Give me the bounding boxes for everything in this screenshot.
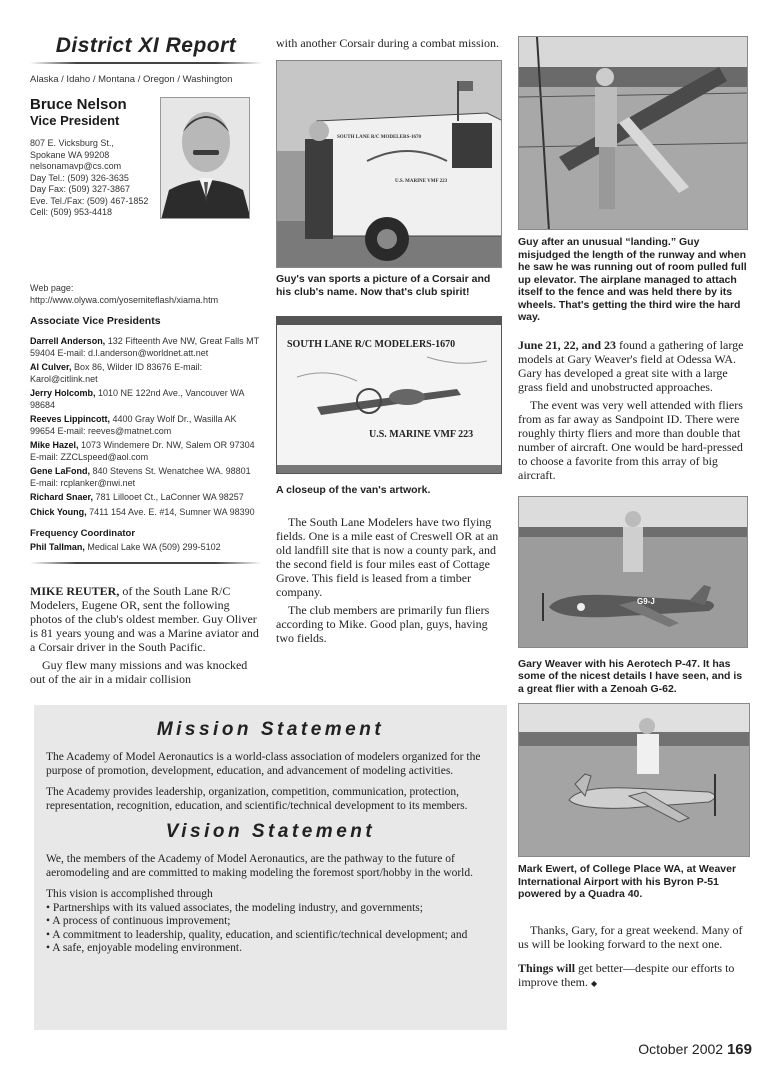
associate-name: Darrell Anderson, (30, 336, 106, 346)
web-label: Web page: (30, 283, 74, 293)
photo-caption: Guy's van sports a picture of a Corsair and his club's name. Now that's club spirit! (276, 273, 491, 298)
frequency-coordinator-heading: Frequency Coordinator (30, 528, 136, 539)
associate-name: Al Culver, (30, 362, 72, 372)
article-paragraph: Thanks, Gary, for a great weekend. Many of us will be looking forward to the next one. (518, 922, 743, 951)
vp-day-tel: Day Tel.: (509) 326-3635 (30, 172, 129, 183)
right-closing (518, 923, 750, 991)
coordinator-info: Medical Lake WA (509) 299-5102 (84, 542, 221, 552)
associate-entry (30, 388, 262, 411)
van-sign-text: U.S. MARINE VMF 223 (369, 429, 474, 440)
associate-entry (30, 362, 262, 385)
photo-caption: Mark Ewert, of College Place WA, at Weaver International Airport with his Byron P-51 powered by a Quadra 40. (518, 863, 737, 900)
van-sign-text: U.S. MARINE VMF 223 (395, 179, 448, 184)
p47-photo (518, 496, 748, 648)
article-text: found a gathering of large models at Gary Weaver's field at Odessa WA. Gary has developed a great site with a large grass field and unobstructed approaches. (518, 337, 744, 394)
associate-info: Box 86, Wilder ID 83676 E-mail: Karol@citlink.net (30, 362, 203, 384)
associate-name: Richard Snaer, (30, 492, 94, 502)
article-paragraph: Guy flew many missions and was knocked out of the air in a midair collision (30, 657, 248, 686)
section-divider (30, 562, 262, 564)
associate-entry (30, 492, 262, 504)
p51-photo (518, 703, 750, 857)
vp-block (30, 97, 262, 275)
article-paragraph: The club members are primarily fun fliers according to Mike. Good plan, guys, having two fields. (276, 602, 490, 645)
associates-heading: Associate Vice Presidents (30, 315, 161, 327)
plane-marking: G9-J (637, 596, 655, 606)
associate-name: Chick Young, (30, 506, 87, 517)
vp-address-line: 807 E. Vicksburg St., (30, 138, 114, 148)
article-paragraph (518, 961, 750, 991)
vp-email[interactable]: nelsonamavp@cs.com (30, 161, 122, 171)
associate-name: Mike Hazel, (30, 440, 79, 450)
mission-vision-box (34, 705, 507, 1030)
associate-name: Reeves Lippincott, (30, 414, 111, 424)
states-list: Alaska / Idaho / Montana / Oregon / Washington (30, 74, 233, 85)
page-number: 169 (726, 1041, 752, 1058)
article-paragraph: The South Lane Modelers have two flying fields. One is a mile east of Creswell OR at an old landfill site that is now a county park, and the second field is four miles east of Cottage Grove. This field is leased from a timber company. (276, 514, 499, 599)
vp-address-line: Spokane WA 99208 (30, 149, 110, 160)
vp-portrait-photo (160, 97, 250, 219)
associate-info: 7411 154 Ave. E. #14, Sumner WA 98390 (86, 506, 255, 517)
vision-bullets (46, 902, 495, 956)
van-sign-text: SOUTH LANE R/C MODELERS-1670 (287, 339, 456, 350)
article-paragraph: The event was very well attended with fliers from as far away as Sandpoint ID. There were roughly thirty fliers and more than double that number of aircraft. One would be hard-pressed to choose a favorite from this array of big aircraft. (518, 397, 743, 482)
coordinator-name: Phil Tallman, (30, 542, 85, 552)
issue-date: October 2002 (638, 1041, 724, 1057)
photo-caption: Gary Weaver with his Aerotech P-47. It has some of the nicest details I have seen, and is a great flier with a Zenoah G-62. (518, 657, 743, 695)
van-photo (276, 60, 502, 268)
middle-column (276, 36, 504, 649)
associate-info: 1010 NE 122nd Ave., Vancouver WA 98684 (30, 388, 244, 410)
mid-intro (276, 36, 504, 50)
page-footer (638, 1041, 752, 1058)
web-url-link[interactable]: http://www.olywa.com/yosemiteflash/xiama.htm (30, 294, 219, 305)
report-title: District XI Report (55, 34, 237, 57)
article-paragraph (30, 584, 262, 654)
associate-entry (30, 440, 262, 463)
associate-info: 4400 Gray Wolf Dr., Wasilla AK 99654 E-mail: reeves@matnet.com (30, 414, 237, 436)
end-mark-icon: ◆ (590, 978, 598, 988)
associate-entry (30, 507, 262, 519)
left-article (30, 584, 262, 686)
fence-landing-photo (518, 36, 748, 230)
associate-name: Jerry Holcomb, (30, 388, 96, 398)
vp-title: Vice President (30, 113, 120, 128)
photo-caption: A closeup of the van's artwork. (276, 484, 431, 496)
mission-paragraph: The Academy provides leadership, organization, competition, communication, protection, representation, recognition, education, and scientific/technical development to its members. (46, 786, 468, 812)
web-page (30, 283, 262, 306)
associate-info: 781 Lillooet Ct., LaConner WA 98257 (93, 492, 244, 502)
vision-bullet: • A safe, enjoyable modeling environment. (46, 942, 495, 956)
mission-paragraph: The Academy of Model Aeronautics is a world-class association of modelers organized for the purpose of promotion, development, education, and advancement of modeling activities. (46, 751, 481, 777)
vision-bullet: • A commitment to leadership, quality, education, and scientific/technical development; and (46, 929, 495, 943)
vision-paragraph: This vision is accomplished through (46, 888, 213, 900)
associate-info: 132 Fifteenth Ave NW, Great Falls MT 59404 E-mail: d.l.anderson@worldnet.att.net (30, 336, 259, 358)
associate-entry (30, 414, 262, 437)
left-column (30, 34, 262, 690)
article-text: of the South Lane R/C Modelers, Eugene OR, sent the following photos of the club's oldest member. Guy Oliver is 81 years young and was a Marine aviator and a Corsair driver in the South Pacific. (30, 583, 259, 654)
article-text: get better—despite our efforts to improve them. (518, 960, 735, 989)
associate-info: 1073 Windemere Dr. NW, Salem OR 97304 E-mail: ZZCLspeed@aol.com (30, 440, 255, 462)
associate-entry (30, 336, 262, 359)
vp-name: Bruce Nelson (30, 96, 127, 113)
photo-caption: Guy after an unusual “landing.” Guy misjudged the length of the runway and when he saw he was running out of room pulled full up elevator. The airplane managed to attach itself to the fence and was held there by its wheels. That's getting the third wire the hard way. (518, 236, 747, 323)
title-divider (30, 62, 262, 64)
vp-cell: Cell: (509) 953-4418 (30, 207, 113, 217)
associates-list (30, 336, 262, 518)
article-lead: MIKE REUTER, (30, 583, 120, 598)
vision-bullet: • A process of continuous improvement; (46, 915, 495, 929)
mid-article (276, 515, 504, 645)
vision-heading: Vision Statement (165, 821, 376, 842)
van-artwork-photo (276, 316, 502, 474)
van-sign-text: SOUTH LANE R/C MODELERS-1670 (337, 135, 422, 140)
right-column (518, 36, 750, 995)
article-lead: Things will (518, 960, 576, 975)
right-article (518, 338, 750, 482)
associate-name: Gene LaFond, (30, 466, 91, 476)
associate-info: 840 Stevens St. Wenatchee WA. 98801 E-mail: rcplanker@nwi.net (30, 466, 251, 488)
article-paragraph: with another Corsair during a combat mission. (276, 36, 499, 50)
article-paragraph (518, 338, 750, 394)
vision-paragraph: We, the members of the Academy of Model Aeronautics, are the pathway to the future of aeromodeling and are committed to making modeling the foremost sport/hobby in the world. (46, 853, 474, 879)
article-lead: June 21, 22, and 23 (518, 337, 617, 352)
associate-entry (30, 466, 262, 489)
frequency-coordinator-entry (30, 542, 262, 554)
mission-heading: Mission Statement (156, 719, 385, 740)
vision-bullet: • Partnerships with its valued associates, the modeling industry, and governments; (46, 902, 495, 916)
vp-eve-tel: Eve. Tel./Fax: (509) 467-1852 (30, 195, 149, 206)
vp-day-fax: Day Fax: (509) 327-3867 (30, 184, 131, 194)
